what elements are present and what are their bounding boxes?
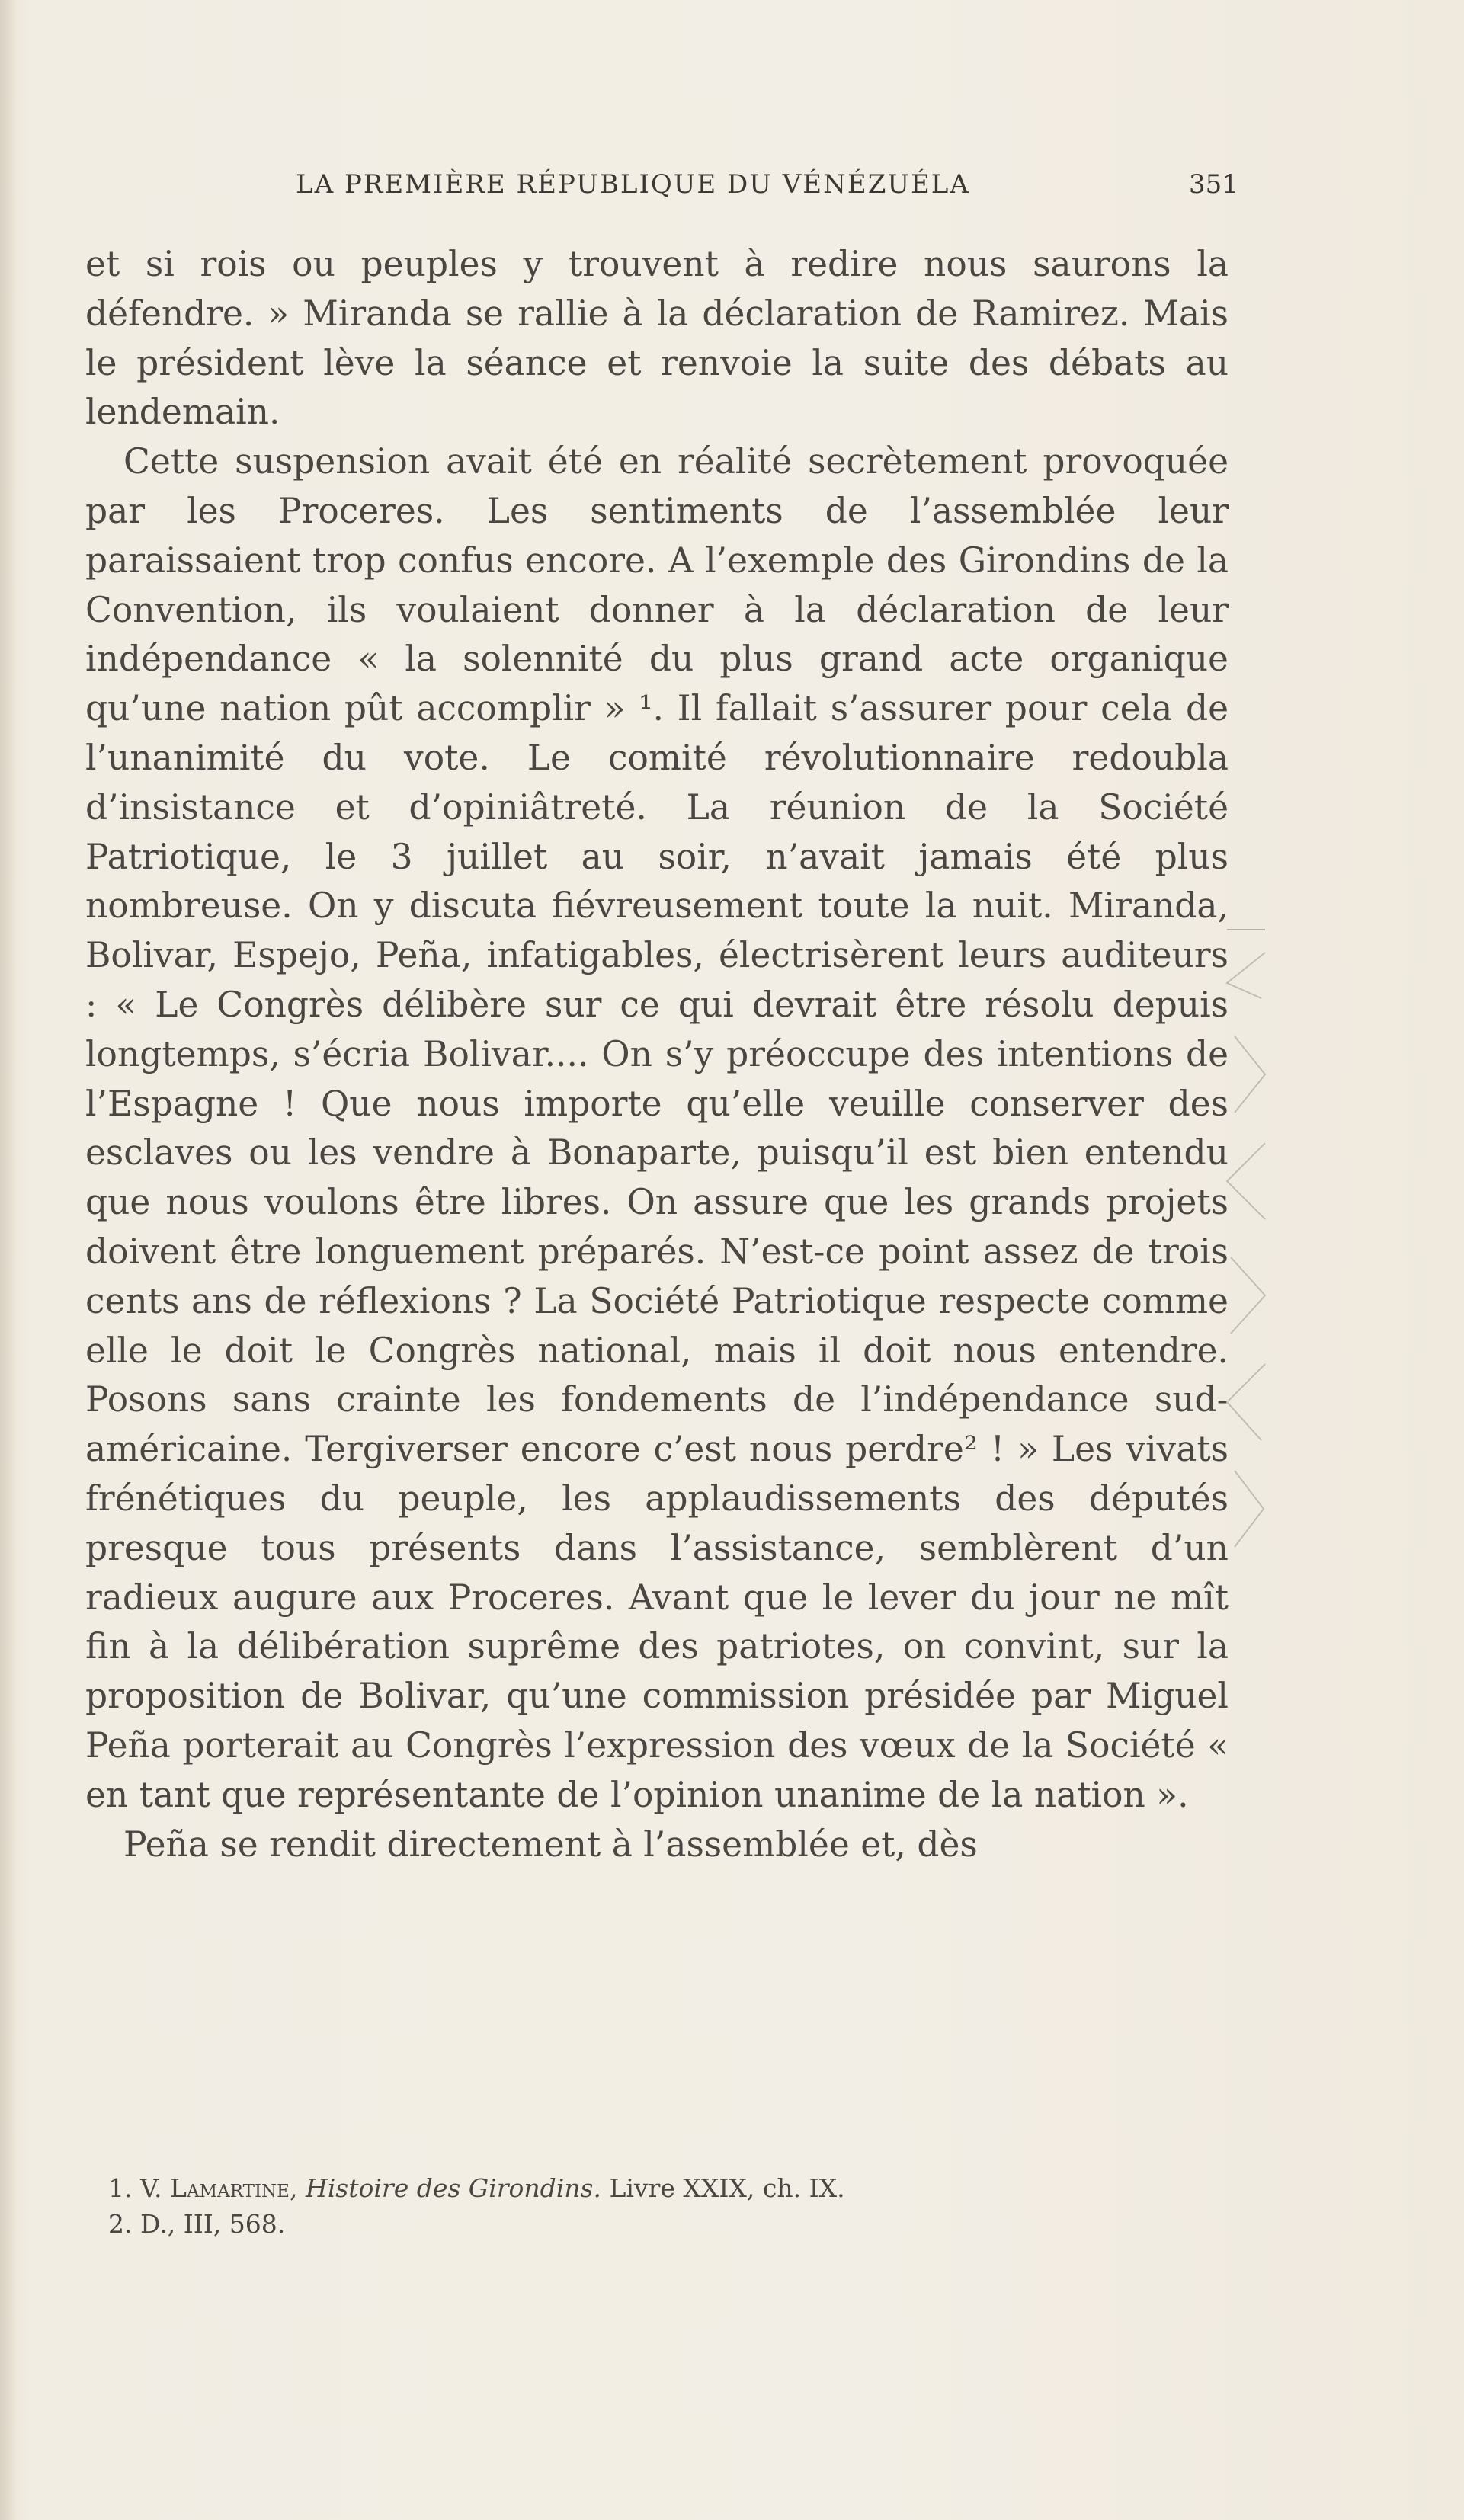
footnote-2: 2. D., III, 568.: [108, 2209, 286, 2239]
page-number: 351: [1189, 169, 1238, 200]
footnote-1-title: Histoire des Girondins.: [305, 2173, 601, 2203]
page-header: [0, 169, 1464, 207]
margin-pencil-marks: [1219, 899, 1311, 1555]
paragraph-1: et si rois ou peuples y trouvent à redire nous saurons la défendre. » Miranda se rallie à la déclaration de Ramirez. Mais le président lève la séance et renvoie la suite des débats au lendemain.: [85, 244, 1229, 433]
footnote-1-number: 1. V.: [108, 2173, 162, 2203]
footnotes: [108, 2170, 1229, 2242]
footnote-1: [108, 2170, 1229, 2206]
paragraph-2: Cette suspension avait été en réalité secrètement provoquée par les Proceres. Les sentiments de l’assemblée leur paraissaient trop confus encore. A l’exemple des Girondins de la Convention, ils voulaient donner à la déclaration de leur indépendance « la solennité du plus grand acte organique qu’une nation pût accomplir » ¹. Il fallait s’assurer pour cela de l’unanimité du vote. Le comité révolutionnaire redoubla d’insistance et d’opiniâtreté. La réunion de la Société Patriotique, le 3 juillet au soir, n’avait jamais été plus nombreuse. On y discuta fiévreusement toute la nuit. Miranda, Bolivar, Espejo, Peña, infatigables, électrisèrent leurs auditeurs : « Le Congrès délibère sur ce qui devrait être résolu depuis longtemps, s’écria Bolivar.... On s’y préoccupe des intentions de l’Espagne ! Que nous importe qu’elle veuille conserver des esclaves ou les vendre à Bonaparte, puisqu’il est bien entendu que nous voulons être libres. On assure que les grands projets doivent être longuement préparés. N’est-ce point assez de trois cents ans de réflexions ? La Société Patriotique respecte comme elle le doit le Congrès national, mais il doit nous entendre. Posons sans crainte les fondements de l’indépendance sud-américaine. Tergiverser encore c’est nous perdre² ! » Les vivats frénétiques du peuple, les applaudissements des députés presque tous présents dans l’assistance, semblèrent d’un radieux augure aux Proceres. Avant que le lever du jour ne mît fin à la délibération suprême des patriotes, on convint, sur la proposition de Bolivar, qu’une commission présidée par Miguel Peña porterait au Congrès l’expression des vœux de la Société « en tant que représentante de l’opinion unanime de la nation ».: [85, 441, 1229, 1815]
footnote-1-rest: Livre XXIX, ch. IX.: [609, 2173, 845, 2203]
body-text: [85, 240, 1229, 1869]
page-gutter-shadow: [0, 0, 17, 2520]
paragraph-3: Peña se rendit directement à l’assemblée et, dès: [123, 1824, 978, 1865]
running-title: LA PREMIÈRE RÉPUBLIQUE DU VÉNÉZUÉLA: [296, 169, 970, 200]
footnote-1-author: Lamartine,: [170, 2173, 298, 2203]
